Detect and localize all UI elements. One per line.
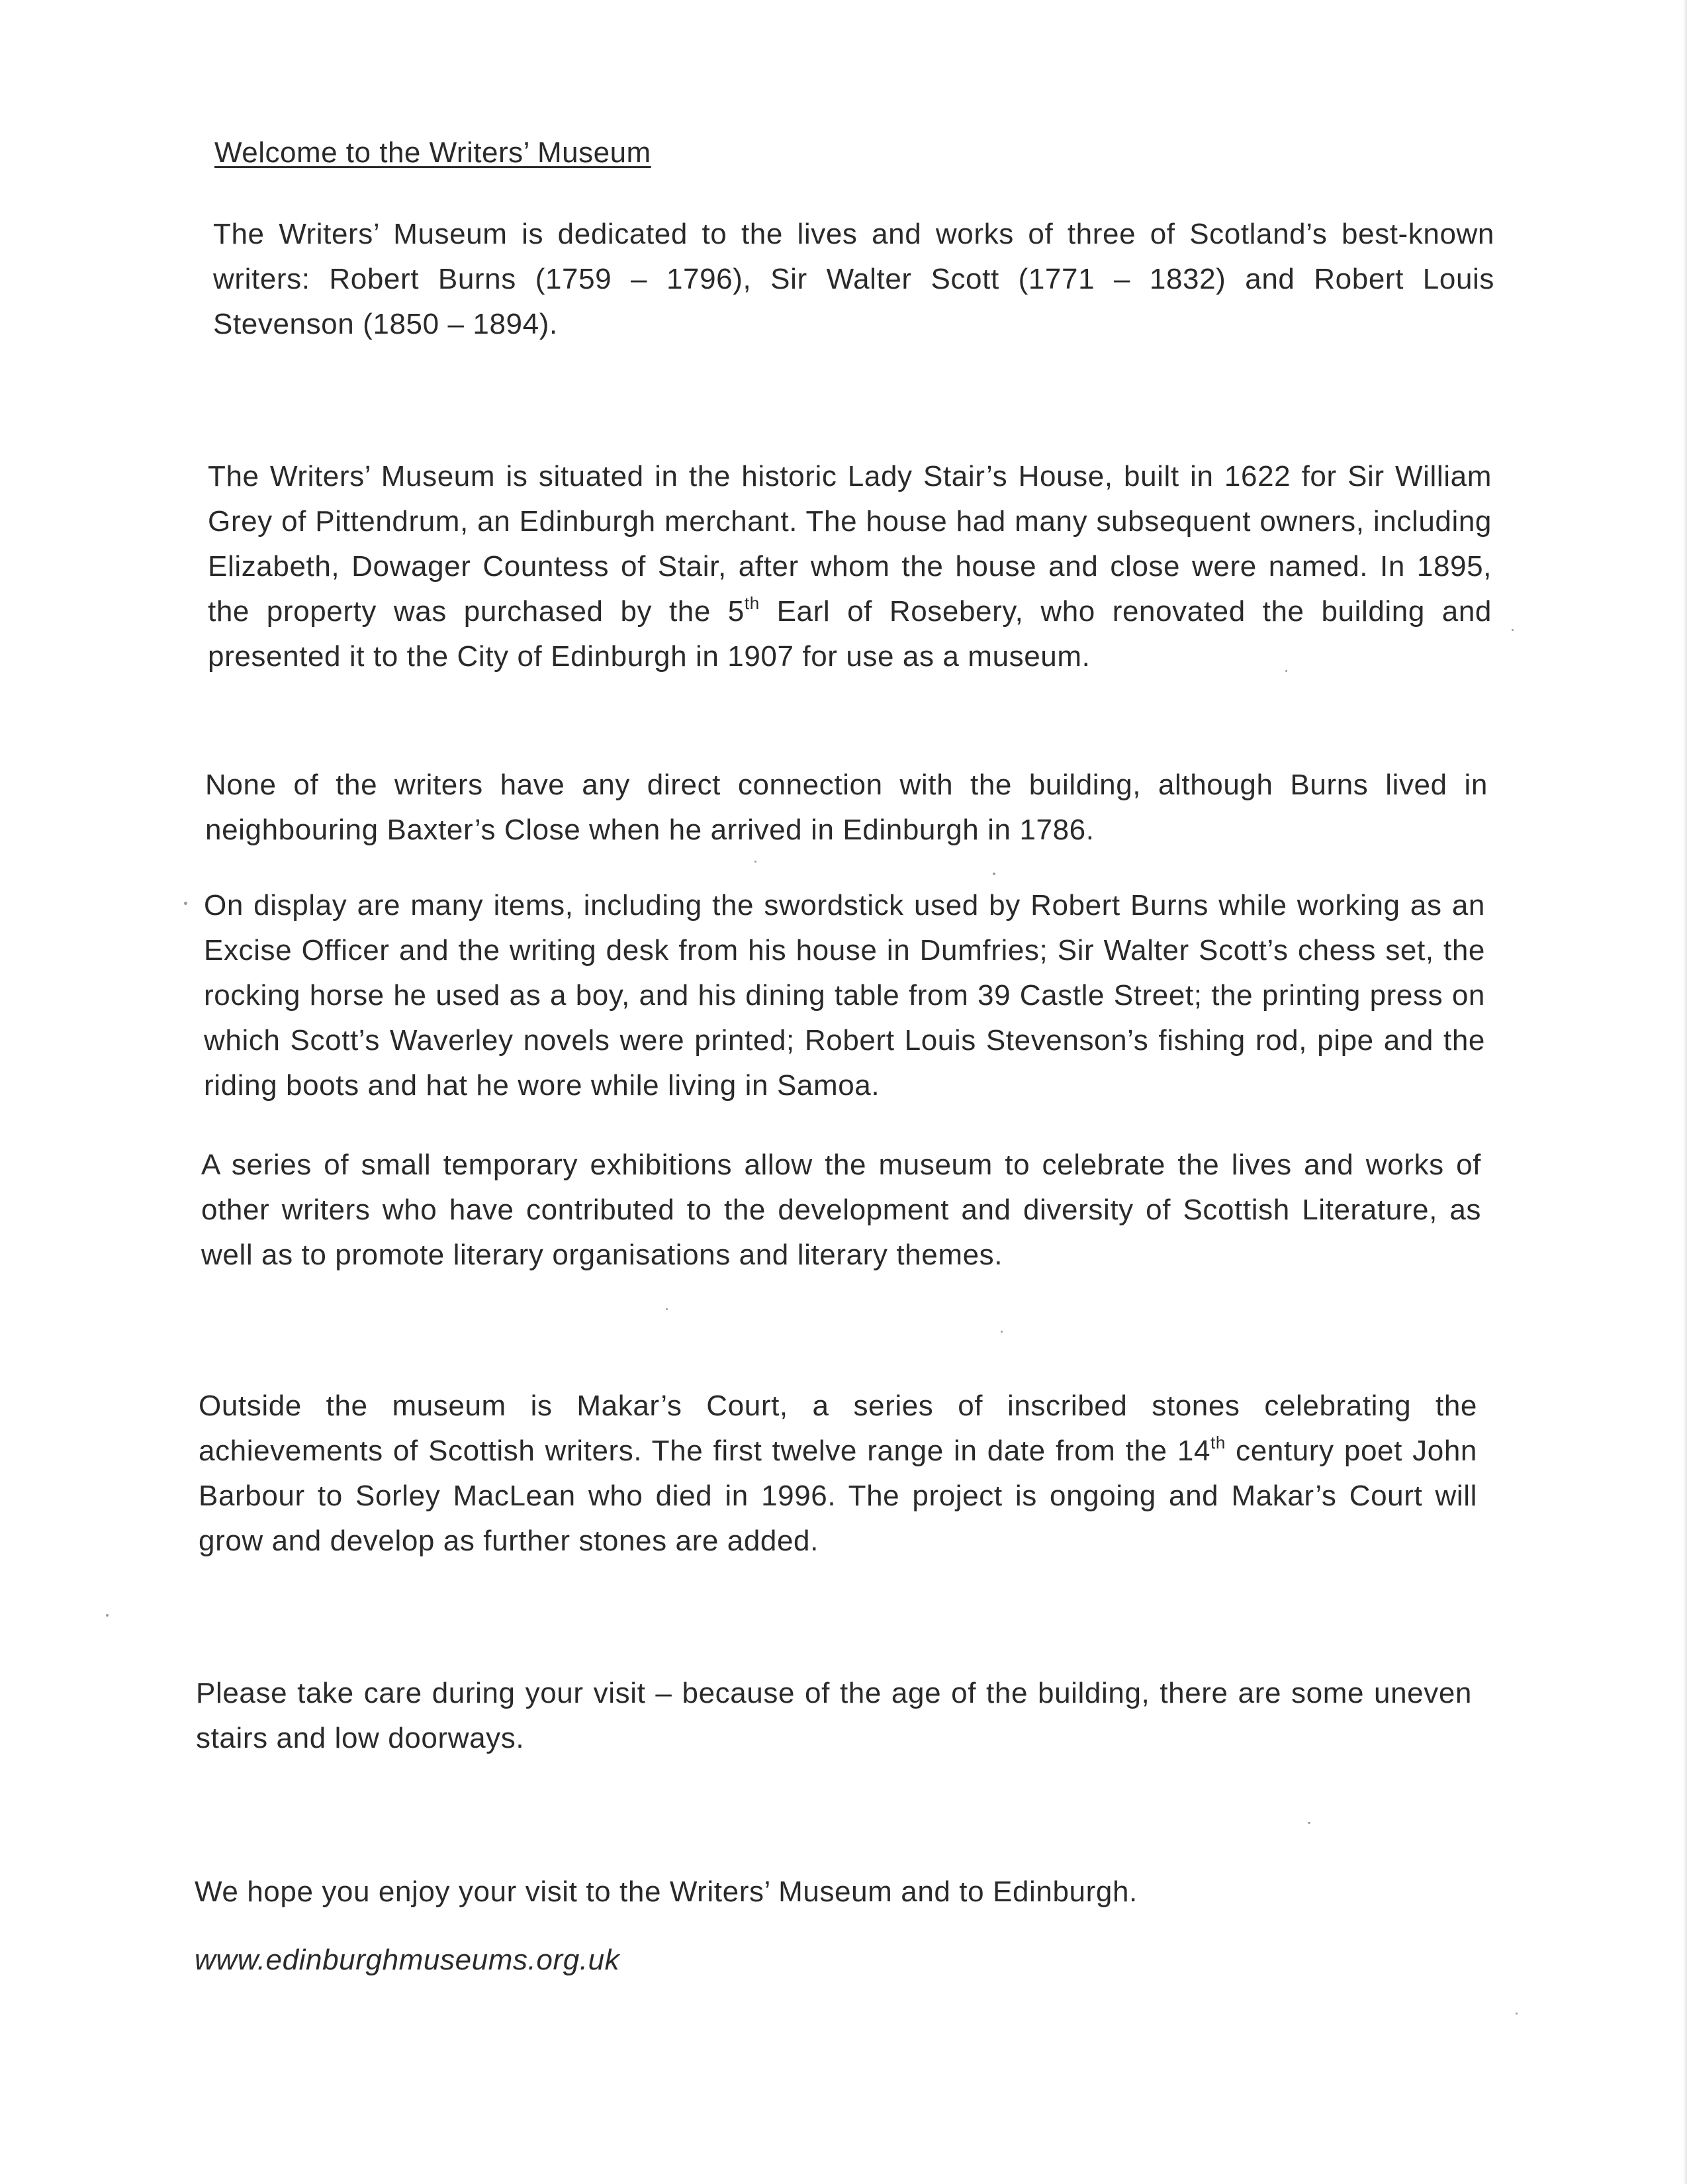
scan-speck (1285, 670, 1287, 672)
paragraph-makars-court-text-end: century poet John Barbour to Sorley MacLean who died in 1996. The project is ongoing and Makar’s Court will grow and develop as further stones are added. (199, 1435, 1477, 1557)
scan-speck (184, 902, 187, 905)
paragraph-connection (205, 763, 1488, 853)
paragraph-safety (196, 1671, 1472, 1761)
scan-speck (754, 861, 756, 863)
ordinal-suffix: th (744, 593, 760, 613)
paragraph-display-text: On display are many items, including the swordstick used by Robert Burns while working as an Excise Officer and the writing desk from his house in Dumfries; Sir Walter Scott’s chess set, the rocking horse he used as a boy, and his dining table from 39 Castle Street; the printing press on which Scott’s Waverley novels were printed; Robert Louis Stevenson’s fishing rod, pipe and the riding boots and hat he wore while living in Samoa. (204, 889, 1485, 1102)
paragraph-makars-court (199, 1384, 1477, 1564)
scan-speck (1308, 1822, 1310, 1824)
scan-speck (1516, 2013, 1518, 2015)
paragraph-exhibitions (201, 1143, 1481, 1278)
document-title: Welcome to the Writers’ Museum (214, 136, 651, 169)
paragraph-closing (195, 1870, 1472, 1915)
paragraph-history-text-start: The Writers’ Museum is situated in the historic Lady Stair’s House, built in 1622 for Sir William Grey of Pittendrum, an Edinburgh merchant. The house had many subsequent owners, including Elizabeth, Dowager Countess of Stair, after whom the house and close were named. In 1895, the property was purchased by the 5 (208, 460, 1492, 628)
paragraph-makars-court-text-start: Outside the museum is Makar’s Court, a series of inscribed stones celebrating the achievements of Scottish writers. The first twelve range in date from the 14 (199, 1390, 1477, 1467)
scan-speck (1001, 1331, 1003, 1333)
scan-edge (1683, 0, 1687, 2184)
paragraph-display (204, 883, 1485, 1108)
website-link[interactable]: www.edinburghmuseums.org.uk (195, 1944, 620, 1976)
scan-speck (993, 873, 995, 875)
paragraph-history-text-end: Earl of Rosebery, who renovated the building and presented it to the City of Edinburgh in 1907 for use as a museum. (208, 595, 1492, 673)
paragraph-closing-text: We hope you enjoy your visit to the Writers’ Museum and to Edinburgh. (195, 1875, 1138, 1908)
scan-speck (106, 1614, 109, 1617)
ordinal-suffix: th (1210, 1433, 1226, 1452)
paragraph-exhibitions-text: A series of small temporary exhibitions allow the museum to celebrate the lives and works of other writers who have contributed to the development and diversity of Scottish Literature, as well as to promote literary organisations and literary themes. (201, 1149, 1481, 1271)
paragraph-intro (213, 212, 1494, 347)
scan-speck (666, 1308, 668, 1310)
scan-speck (1512, 629, 1514, 631)
paragraph-history (208, 454, 1492, 679)
paragraph-safety-text: Please take care during your visit – because of the age of the building, there are some uneven stairs and low doorways. (196, 1677, 1472, 1754)
paragraph-connection-text: None of the writers have any direct connection with the building, although Burns lived in neighbouring Baxter’s Close when he arrived in Edinburgh in 1786. (205, 769, 1488, 846)
paragraph-intro-text: The Writers’ Museum is dedicated to the lives and works of three of Scotland’s best-known writers: Robert Burns (1759 – 1796), Sir Walter Scott (1771 – 1832) and Robert Louis Stevenson (1850 – 1894). (213, 218, 1494, 340)
